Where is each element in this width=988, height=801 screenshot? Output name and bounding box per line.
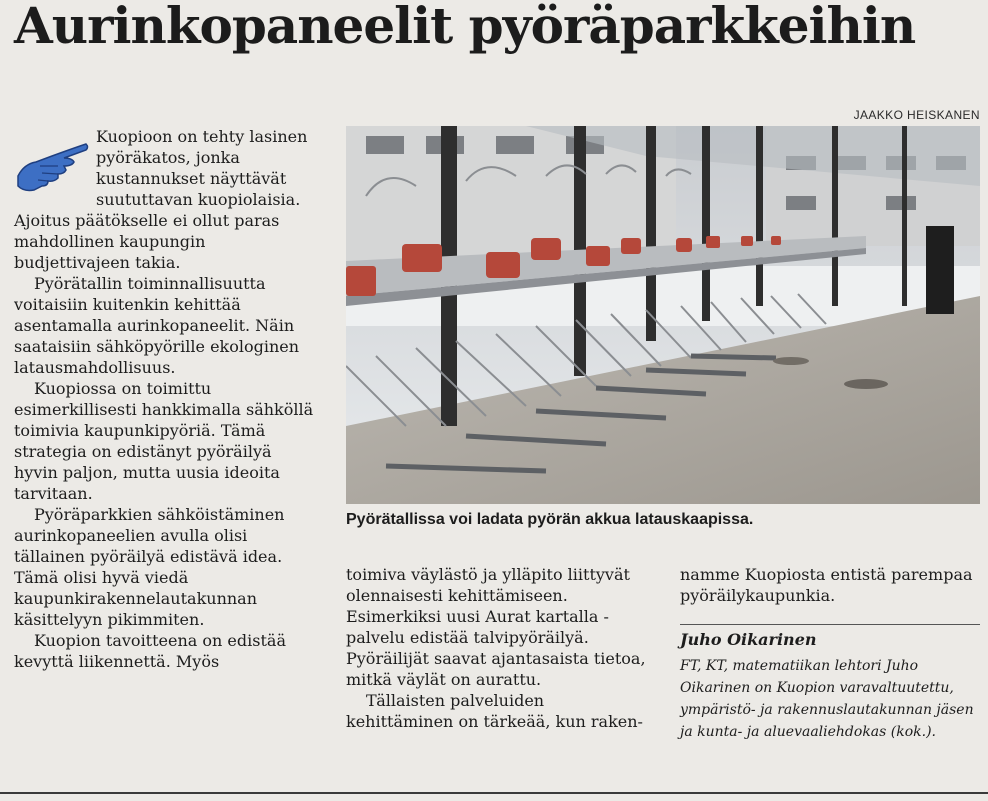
column-1	[14, 126, 314, 672]
bottom-divider	[0, 792, 988, 794]
paragraph: Kuopiossa on toimittu esimerkillisesti hankkimalla sähköllä toimivia kaupunkipyöriä. Tämä strategia on edistänyt pyöräilyä hyvin paljon, mutta uusia ideoita tarvitaan.	[14, 379, 314, 503]
column-3	[680, 564, 980, 606]
bike-shelter-photo	[346, 126, 980, 504]
paragraph: Kuopioon on tehty lasinen pyöräkatos, jonka kustannukset näyttävät suututtavan kuopiolaisia. Ajoitus päätökselle ei ollut paras mahdollinen kaupungin budjettivajeen takia.	[14, 127, 308, 272]
column-2	[346, 564, 646, 732]
paragraph: Tällaisten palveluiden kehittäminen on tärkeää, kun raken-	[346, 691, 643, 731]
photo-caption: Pyörätallissa voi ladata pyörän akkua latauskaapissa.	[346, 511, 754, 528]
paragraph: Pyörätallin toiminnallisuutta voitaisiin kuitenkin kehittää asentamalla aurinkopaneelit. Näin saataisiin sähköpyörille ekologinen latausmahdollisuus.	[14, 274, 300, 377]
pointing-hand-icon	[14, 136, 90, 200]
author-name: Juho Oikarinen	[680, 630, 817, 649]
paragraph: Kuopion tavoitteena on edistää kevyttä liikennettä. Myös	[14, 631, 286, 671]
paragraph: toimiva väylästö ja ylläpito liittyvät olennaisesti kehittämiseen. Esimerkiksi uusi Aurat kartalla -palvelu edistää talvipyöräilyä. Pyöräilijät saavat ajantasaista tietoa, mitkä väylät on aurattu.	[346, 565, 646, 689]
article-photo	[346, 126, 980, 504]
paragraph: Pyöräparkkien sähköistäminen aurinkopaneelien avulla olisi tällainen pyöräilyä edistävä idea. Tämä olisi hyvä viedä kaupunkirakennelautakunnan käsittelyyn pikimmiten.	[14, 505, 285, 629]
author-bio: FT, KT, matematiikan lehtori Juho Oikarinen on Kuopion varavaltuutettu, ympäristö- ja rakennuslautakunnan jäsen ja kunta- ja aluevaaliehdokas (kok.).	[680, 658, 974, 740]
signature-divider	[680, 624, 980, 625]
paragraph: namme Kuopiosta entistä parempaa pyöräilykaupunkia.	[680, 565, 973, 605]
headline: Aurinkopaneelit pyöräparkkeihin	[14, 0, 916, 55]
photo-credit: JAAKKO HEISKANEN	[853, 108, 980, 122]
